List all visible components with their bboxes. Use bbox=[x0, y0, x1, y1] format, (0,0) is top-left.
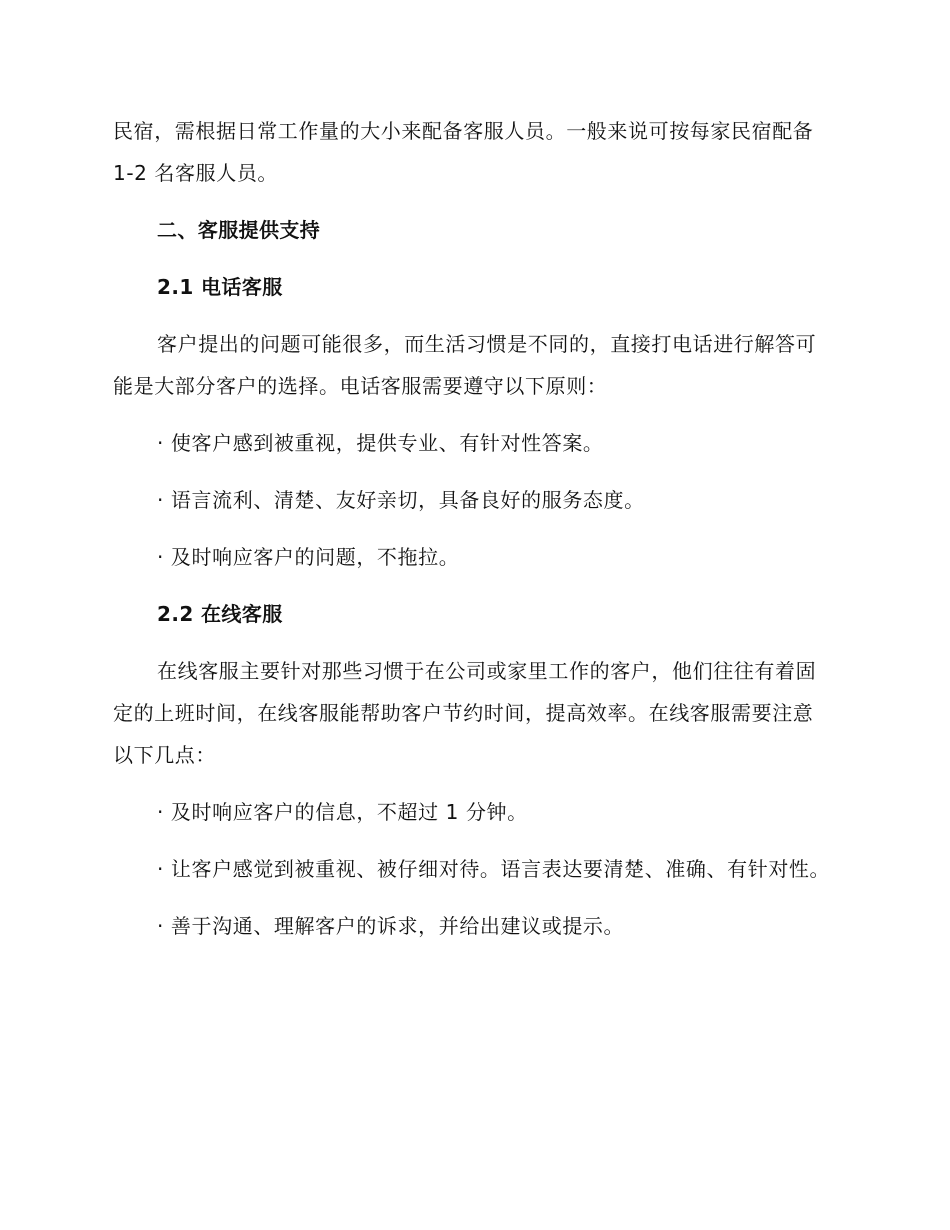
subsection-heading-online: 2.2 在线客服 bbox=[157, 602, 283, 626]
phone-body-paragraph: 客户提出的问题可能很多，而生活习惯是不同的，直接打电话进行解答可能是大部分客户的选择。电话客服需要遵守以下原则： bbox=[113, 332, 817, 398]
phone-bullet-3: · 及时响应客户的问题，不拖拉。 bbox=[157, 545, 460, 569]
subsection-heading-phone: 2.1 电话客服 bbox=[157, 275, 283, 299]
intro-paragraph: 民宿，需根据日常工作量的大小来配备客服人员。一般来说可按每家民宿配备 1-2 名客服人员。 bbox=[113, 119, 814, 185]
online-body-paragraph: 在线客服主要针对那些习惯于在公司或家里工作的客户，他们往往有着固定的上班时间，在线客服能帮助客户节约时间，提高效率。在线客服需要注意以下几点： bbox=[113, 659, 817, 767]
online-bullet-2: · 让客户感觉到被重视、被仔细对待。语言表达要清楚、准确、有针对性。 bbox=[157, 857, 831, 881]
phone-bullet-2: · 语言流利、清楚、友好亲切，具备良好的服务态度。 bbox=[157, 488, 645, 512]
online-bullet-3: · 善于沟通、理解客户的诉求，并给出建议或提示。 bbox=[157, 914, 625, 938]
online-bullet-1: · 及时响应客户的信息，不超过 1 分钟。 bbox=[157, 800, 528, 824]
section-heading: 二、客服提供支持 bbox=[157, 218, 321, 242]
phone-bullet-1: · 使客户感到被重视，提供专业、有针对性答案。 bbox=[157, 431, 604, 455]
